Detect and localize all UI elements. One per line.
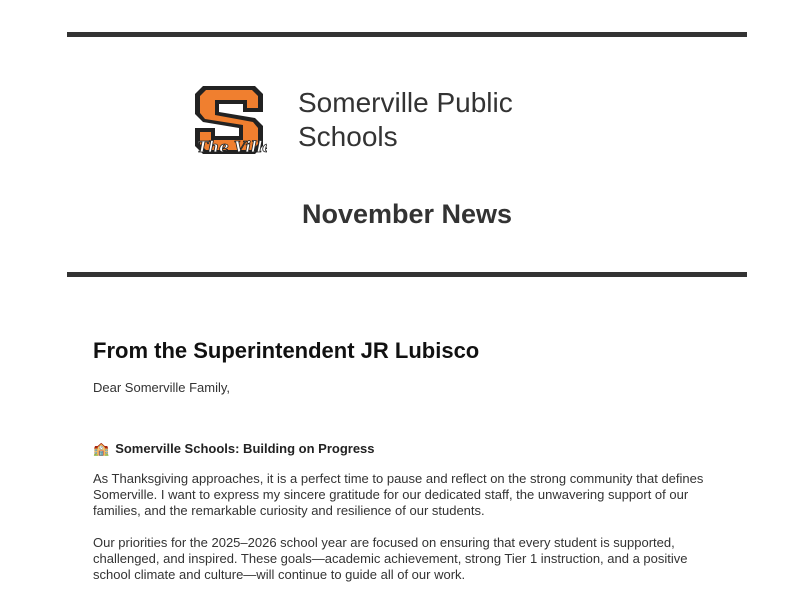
bottom-divider	[67, 272, 747, 277]
article-heading: From the Superintendent JR Lubisco	[93, 338, 480, 363]
paragraph: Our priorities for the 2025–2026 school year are focused on ensuring that every student is supported, challenged, and inspired. These goals—academic achievement, strong Tier 1 instruction, and a positive school climate and culture—will continue to guide all of our work.	[93, 535, 688, 582]
section-title: 🏫 Somerville Schools: Building on Progress	[93, 441, 375, 456]
school-logo	[193, 82, 267, 158]
article	[93, 338, 713, 583]
school-icon: 🏫	[93, 441, 110, 456]
top-divider	[67, 32, 747, 37]
svg-text:The Ville: The Ville	[197, 138, 267, 156]
district-title: Somerville Public Schools	[298, 87, 513, 152]
greeting: Dear Somerville Family,	[93, 380, 231, 395]
newsletter-title: November News	[301, 199, 513, 229]
paragraph: As Thanksgiving approaches, it is a perfect time to pause and reflect on the strong community that defines Somerville. I want to express my sincere gratitude for our dedicated staff, the unwavering support of our families, and the remarkable curiosity and resilience of our students.	[93, 471, 704, 518]
